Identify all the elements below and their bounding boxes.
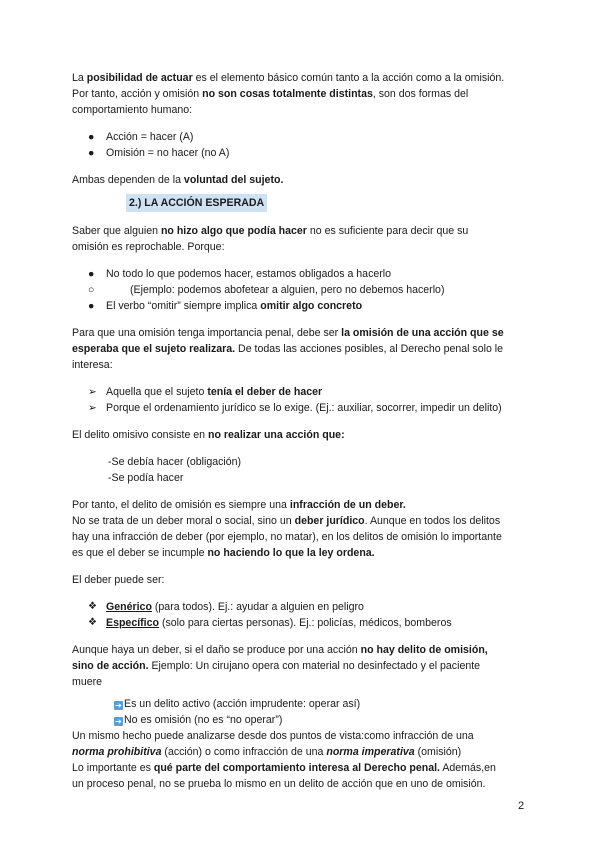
list-porque [72,266,532,314]
list-item: ❖ Genérico (para todos). Ej.: ayudar a alguien en peligro [88,601,364,613]
paragraph-saber: Saber que alguien no hizo algo que podía hacer no es suficiente para decir que su omisión es reprochable. Porque: [72,225,469,253]
document-page [72,70,532,792]
paragraph-voluntad: Ambas dependen de la voluntad del sujeto. [72,174,284,186]
list-tipos-deber [72,599,532,631]
arrow-right-icon: ➔ [115,701,122,710]
paragraph-deber: El deber puede ser: [72,574,165,586]
paragraph-intro: La posibilidad de actuar es el elemento básico común tanto a la acción como a la omisión. Por tanto, acción y omisión no son cosas totalmente distintas, son dos formas del comportamiento humano: [72,72,505,116]
paragraph-delito-omisivo: El delito omisivo consiste en no realizar una acción que: [72,429,345,441]
paragraph-aunque: Aunque haya un deber, si el daño se produce por una acción no hay delito de omisión, sino de acción. Ejemplo: Un cirujano opera con material no desinfectado y el paciente muere [72,644,488,688]
arrowhead-icon: ➢ [88,386,97,398]
section-heading: 2.) LA ACCIÓN ESPERADA [126,194,267,212]
list-item: ➔ Es un delito activo (acción imprudente: operar así) [115,698,361,710]
list-item: ● El verbo “omitir” siempre implica omitir algo concreto [88,300,363,312]
list-item: -Se debía hacer (obligación) [108,456,242,468]
list-item: ● Omisión = no hacer (no A) [88,147,230,159]
paragraph-infraccion: Por tanto, el delito de omisión es siempre una infracción de un deber. No se trata de un deber moral o social, sino un deber jurídico. Aunque en todos los delitos hay una infracción de deber (por ejemplo, no matar), en los delitos de omisión lo importante es que el deber se incumple no haciendo lo que la ley ordena. [72,499,502,559]
diamond-bullet-icon: ❖ [88,601,97,612]
page-number: 2 [518,800,525,812]
bullet-icon: ● [88,131,95,143]
list-item: ● No todo lo que podemos hacer, estamos obligados a hacerlo [88,268,392,280]
circle-bullet-icon: ○ [88,284,95,296]
list-item: ➢ Aquella que el sujeto tenía el deber de hacer [88,386,323,398]
list-item: ➔ No es omisión (no es “no operar”) [115,714,283,726]
list-condiciones [72,454,532,486]
list-subitem: ○ (Ejemplo: podemos abofetear a alguien, pero no debemos hacerlo) [88,284,445,296]
list-item: ● Acción = hacer (A) [88,131,194,143]
list-accion-omision [72,129,532,161]
diamond-bullet-icon: ❖ [88,617,97,628]
arrowhead-icon: ➢ [88,402,97,414]
paragraph-normas: Un mismo hecho puede analizarse desde dos puntos de vista:como infracción de una norma prohibitiva (acción) o como infracción de una norma imperativa (omisión) Lo importante es qué parte del comportamiento interesa al Derecho penal. Además,en un proceso penal, no se prueba lo mismo en un delito de acción que en uno de omisión. [72,730,496,790]
bullet-icon: ● [88,268,95,280]
list-item: ➢ Porque el ordenamiento jurídico se lo exige. (Ej.: auxiliar, socorrer, impedir un delito) [88,402,502,414]
list-interesa [72,384,532,416]
paragraph-importancia: Para que una omisión tenga importancia penal, debe ser la omisión de una acción que se esperaba que el sujeto realizara. De todas las acciones posibles, al Derecho penal solo le interesa: [72,327,504,371]
list-ejemplo [72,696,532,728]
list-item: -Se podía hacer [108,472,184,484]
bullet-icon: ● [88,300,95,312]
list-item: ❖ Específico (solo para ciertas personas). Ej.: policías, médicos, bomberos [88,617,452,629]
arrow-right-icon: ➔ [115,717,122,726]
bullet-icon: ● [88,147,95,159]
